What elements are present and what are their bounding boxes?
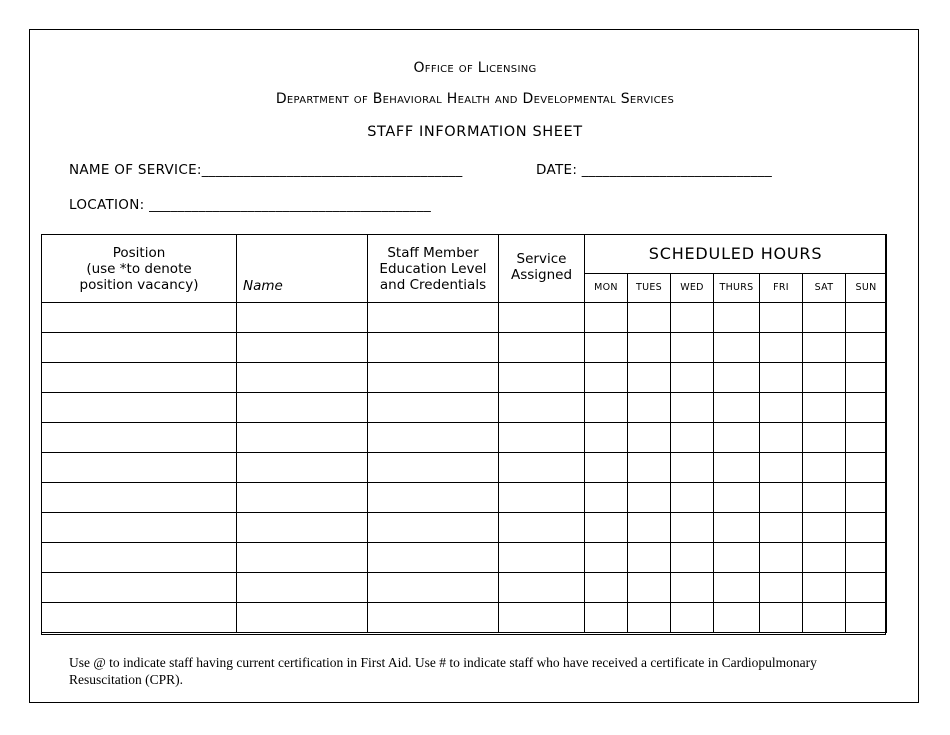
day-header-mon: MON — [585, 274, 628, 303]
position-header: Position (use *to denote position vacancy) — [42, 235, 237, 303]
table-outer-border — [41, 234, 886, 635]
staff-credentials-header: Staff Member Education Level and Credentials — [368, 235, 499, 303]
day-header-fri: FRI — [760, 274, 803, 303]
office-heading: Office of Licensing — [413, 60, 537, 76]
day-header-wed: WED — [671, 274, 714, 303]
day-header-thurs: THURS — [714, 274, 760, 303]
department-heading: Department of Behavioral Health and Developmental Services — [275, 91, 675, 107]
location-field[interactable]: LOCATION: ________________________________________ — [69, 197, 432, 213]
date-field[interactable]: DATE: ___________________________ — [536, 162, 773, 178]
footer-note: Use @ to indicate staff having current certification in First Aid. Use # to indicate staff who have received a certificate in Cardiopulmonary Resuscitation (CPR). — [69, 655, 817, 687]
scheduled-hours-header: SCHEDULED HOURS — [585, 235, 887, 274]
day-header-sun: SUN — [846, 274, 887, 303]
name-header: Name — [237, 235, 368, 303]
day-header-tues: TUES — [628, 274, 671, 303]
page-title: STAFF INFORMATION SHEET — [367, 124, 583, 140]
day-header-sat: SAT — [803, 274, 846, 303]
service-assigned-header: Service Assigned — [499, 235, 585, 303]
name-of-service-field[interactable]: NAME OF SERVICE:_____________________________________ — [69, 162, 463, 178]
